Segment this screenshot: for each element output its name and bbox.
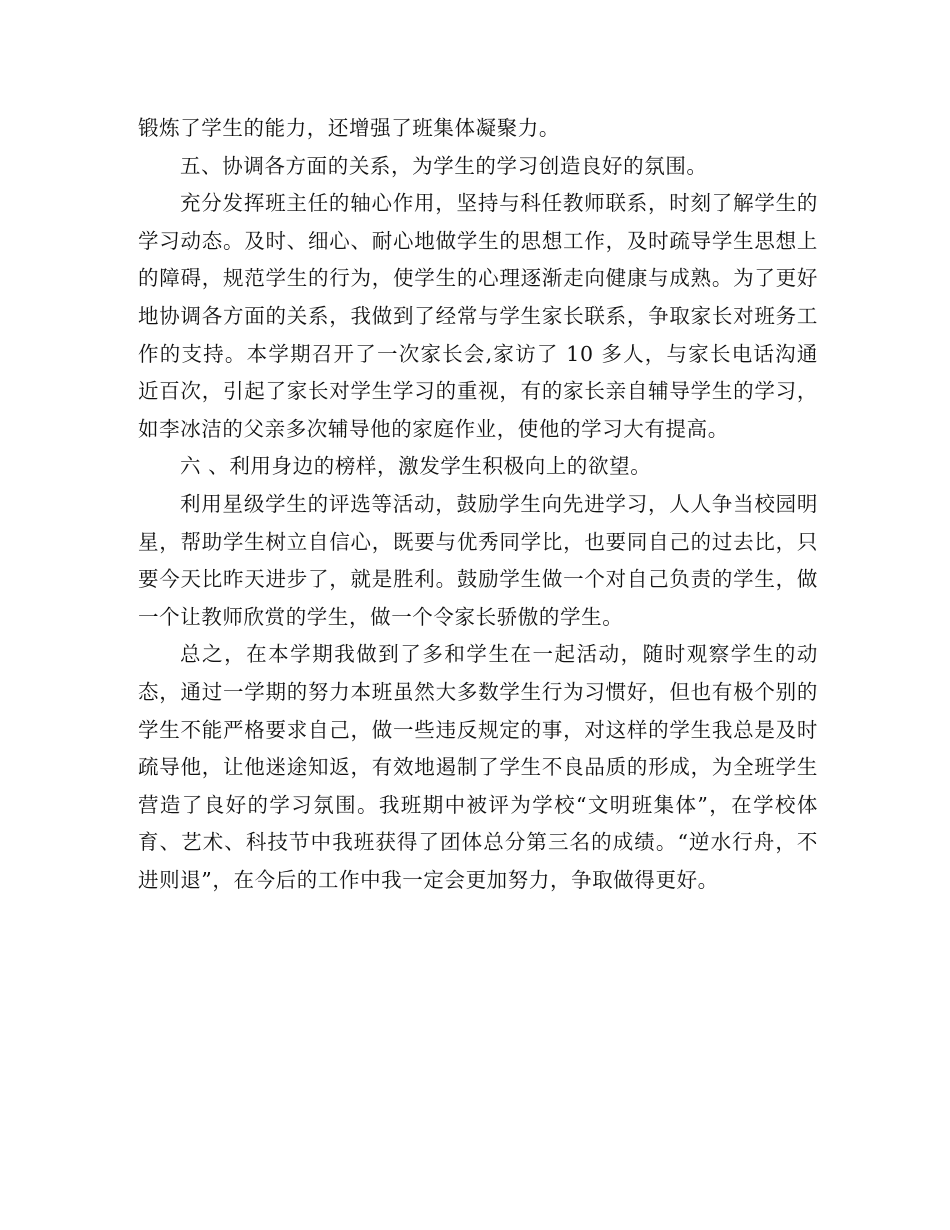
section-heading-6: 六 、利用身边的榜样，激发学生积极向上的欲望。: [180, 454, 652, 479]
paragraph-5: 利用星级学生的评选等活动，鼓励学生向先进学习，人人争当校园明星，帮助学生树立自信心，既要与优秀同学比，也要同自己的过去比，只要今天比昨天进步了，就是胜利。鼓励学生做一个对自己负责的学生，做一个让教师欣赏的学生，做一个令家长骄傲的学生。: [138, 491, 818, 629]
document-body: [138, 110, 818, 899]
paragraph-3: 充分发挥班主任的轴心作用，坚持与科任教师联系，时刻了解学生的学习动态。及时、细心、耐心地做学生的思想工作，及时疏导学生思想上的障碍，规范学生的行为，使学生的心理逐渐走向健康与成熟。为了更好地协调各方面的关系，我做到了经常与学生家长联系，争取家长对班务工作的支持。本学期召开了一次家长会,家访了 10 多人，与家长电话沟通近百次，引起了家长对学生学习的重视，有的家长亲自辅导学生的学习，如李冰洁的父亲多次辅导他的家庭作业，使他的学习大有提高。: [138, 191, 818, 441]
section-heading-5: 五、协调各方面的关系，为学生的学习创造良好的氛围。: [180, 153, 708, 178]
paragraph-1: 锻炼了学生的能力，还增强了班集体凝聚力。: [138, 116, 560, 140]
paragraph-summary: 总之，在本学期我做到了多和学生在一起活动，随时观察学生的动态，通过一学期的努力本班虽然大多数学生行为习惯好，但也有极个别的学生不能严格要求自己，做一些违反规定的事，对这样的学生我总是及时疏导他，让他迷途知返，有效地遏制了学生不良品质的形成，为全班学生营造了良好的学习氛围。我班期中被评为学校“文明班集体”，在学校体育、艺术、科技节中我班获得了团体总分第三名的成绩。“逆水行舟，不进则退”，在今后的工作中我一定会更加努力，争取做得更好。: [138, 642, 818, 892]
